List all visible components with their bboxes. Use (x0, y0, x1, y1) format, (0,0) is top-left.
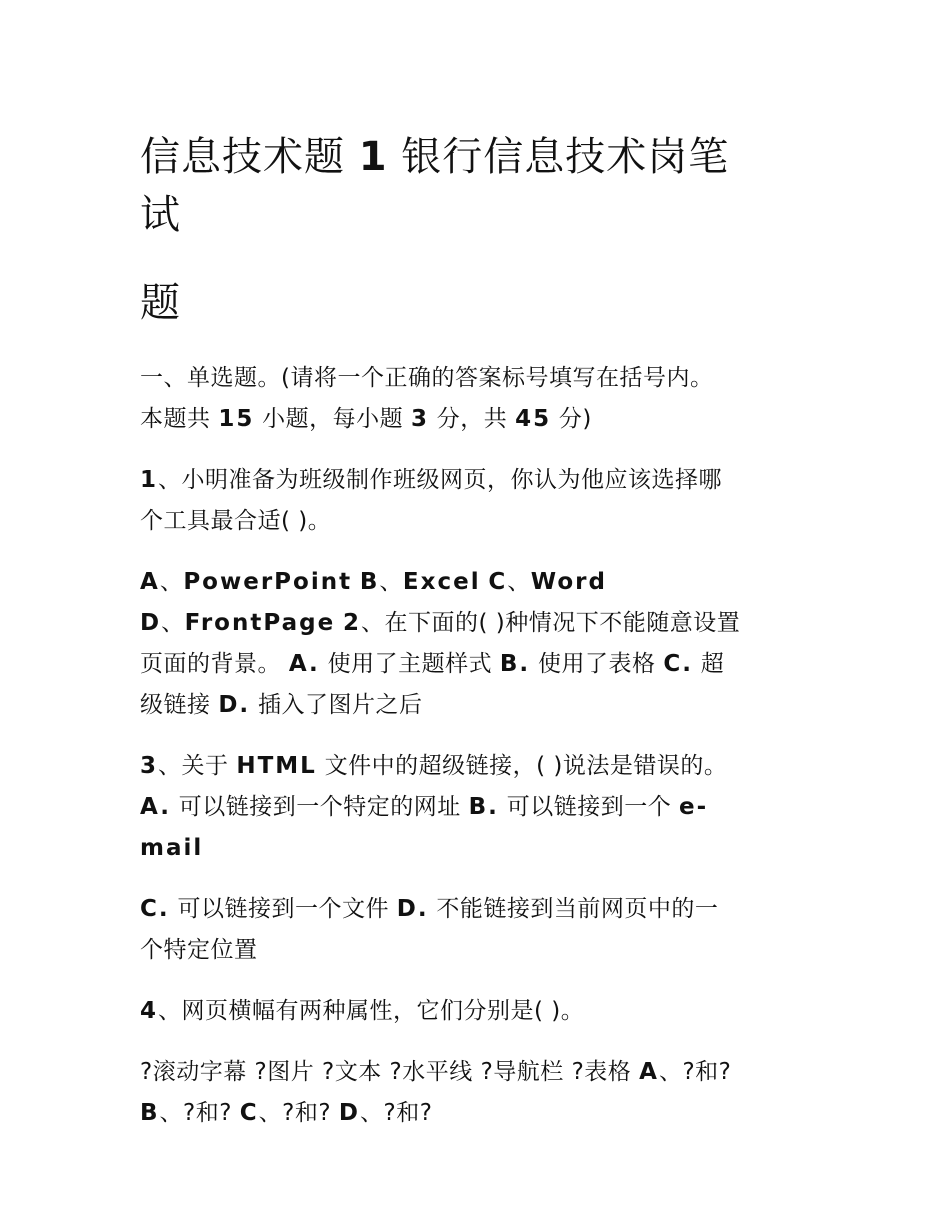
q2-number: 2 (342, 610, 361, 636)
q1-opt-c-label: C (488, 569, 508, 595)
q1-opt-a-label: A (140, 569, 160, 595)
question-3 (140, 746, 820, 869)
title-number: 1 (358, 134, 388, 180)
q2-text3: 级链接 (140, 692, 211, 718)
question-3-cont (140, 889, 820, 971)
q2-opt-b-text: 使用了表格 (538, 651, 656, 677)
q1-opt-d-label: D (140, 610, 162, 636)
title-part1: 信息技术题 (140, 134, 345, 180)
q4-opt-d-text: 、?和? (359, 1100, 433, 1126)
q3-number: 3 (140, 753, 159, 779)
section-line2 (140, 399, 820, 440)
q3-html: HTML (236, 753, 317, 779)
q1-options-line2 (140, 603, 820, 644)
q2-text2: 页面的背景。 (140, 651, 281, 677)
q4-items: ?滚动字幕 ?图片 ?文本 ?水平线 ?导航栏 ?表格 (140, 1059, 632, 1085)
q3-opt-c-text: 可以链接到一个文件 (177, 896, 389, 922)
q2-line2 (140, 644, 820, 685)
q2-opt-c-label: C. (663, 651, 693, 677)
document-title (140, 128, 820, 244)
q3-line5: 个特定位置 (140, 937, 258, 963)
q2-opt-a-text: 使用了主题样式 (327, 651, 493, 677)
q4-opt-c-text: 、?和? (258, 1100, 332, 1126)
q1-options-line1 (140, 562, 820, 603)
section-points: 3 (410, 406, 429, 432)
section-count: 15 (218, 406, 255, 432)
question-4-options (140, 1052, 820, 1134)
q4-options-line1 (140, 1052, 820, 1093)
title-line2: 试 (140, 192, 181, 238)
q3-line4 (140, 889, 820, 930)
question-4 (140, 991, 820, 1032)
question-1 (140, 460, 820, 542)
q3-line1 (140, 746, 820, 787)
section-text-b: 小题，每小题 (262, 406, 404, 432)
q1-text1: 、小明准备为班级制作班级网页，你认为他应该选择哪 (158, 467, 723, 493)
q4-number: 4 (140, 998, 159, 1024)
q3-line2 (140, 787, 820, 828)
q4-text1: 、网页横幅有两种属性，它们分别是( )。 (158, 998, 585, 1024)
section-text-a: 本题共 (140, 406, 211, 432)
q2-opt-d-text: 插入了图片之后 (257, 692, 423, 718)
q1-opt-a-text: PowerPoint (183, 569, 353, 595)
q3-opt-d-text: 不能链接到当前网页中的一 (436, 896, 719, 922)
section-text-c: 分，共 (436, 406, 508, 432)
q1-opt-b-label: B (359, 569, 380, 595)
q3-opt-b-label: B. (468, 794, 499, 820)
q1-opt-c-text: Word (530, 569, 607, 595)
section-text-d: 分) (558, 406, 592, 432)
q4-opt-c-label: C (239, 1100, 259, 1126)
q3-opt-a-label: A. (140, 794, 171, 820)
q3-email-part2: mail (140, 835, 204, 861)
q4-opt-b-text: 、?和? (159, 1100, 232, 1126)
section-total: 45 (515, 406, 552, 432)
q1-opt-b-text: Excel (402, 569, 481, 595)
q4-opt-d-label: D (338, 1100, 360, 1126)
q2-text1: 、在下面的( )种情况下不能随意设置 (361, 610, 741, 636)
q4-opt-b-label: B (140, 1100, 160, 1126)
q4-line1 (140, 991, 820, 1032)
q3-text1b: 文件中的超级链接，( )说法是错误的。 (324, 753, 728, 779)
q3-line3 (140, 828, 820, 869)
q3-opt-a-text: 可以链接到一个特定的网址 (178, 794, 461, 820)
section-line1: 一、单选题。(请将一个正确的答案标号填写在括号内。 (140, 365, 714, 391)
q3-opt-d-label: D. (396, 896, 429, 922)
q1-line1 (140, 460, 820, 501)
q3-opt-b-text: 可以链接到一个 (506, 794, 672, 820)
q3-text1a: 、关于 (158, 753, 229, 779)
document-page (140, 128, 820, 1134)
q1-line2: 个工具最合适( )。 (140, 508, 332, 534)
title-part2: 银行信息技术岗笔 (401, 134, 730, 180)
q1-number: 1 (140, 467, 159, 493)
sep: 、 (161, 610, 185, 636)
section-header (140, 358, 820, 440)
q2-opt-c-text: 超 (700, 651, 725, 677)
q4-opt-a-label: A (639, 1059, 659, 1085)
q3-email-part1: e- (679, 794, 709, 820)
q2-opt-d-label: D. (218, 692, 251, 718)
sep: 、 (507, 569, 531, 595)
q1-opt-d-text: FrontPage (184, 610, 336, 636)
sep: 、 (379, 569, 403, 595)
q4-opt-a-text: 、?和? (658, 1059, 732, 1085)
q3-opt-c-label: C. (140, 896, 170, 922)
q4-options-line2 (140, 1093, 820, 1134)
sep: 、 (159, 569, 184, 595)
question-1-options-and-question-2 (140, 562, 820, 726)
title-line3: 题 (140, 280, 180, 326)
q2-line3 (140, 685, 820, 726)
q2-opt-b-label: B. (499, 651, 531, 677)
q2-opt-a-label: A. (288, 651, 320, 677)
